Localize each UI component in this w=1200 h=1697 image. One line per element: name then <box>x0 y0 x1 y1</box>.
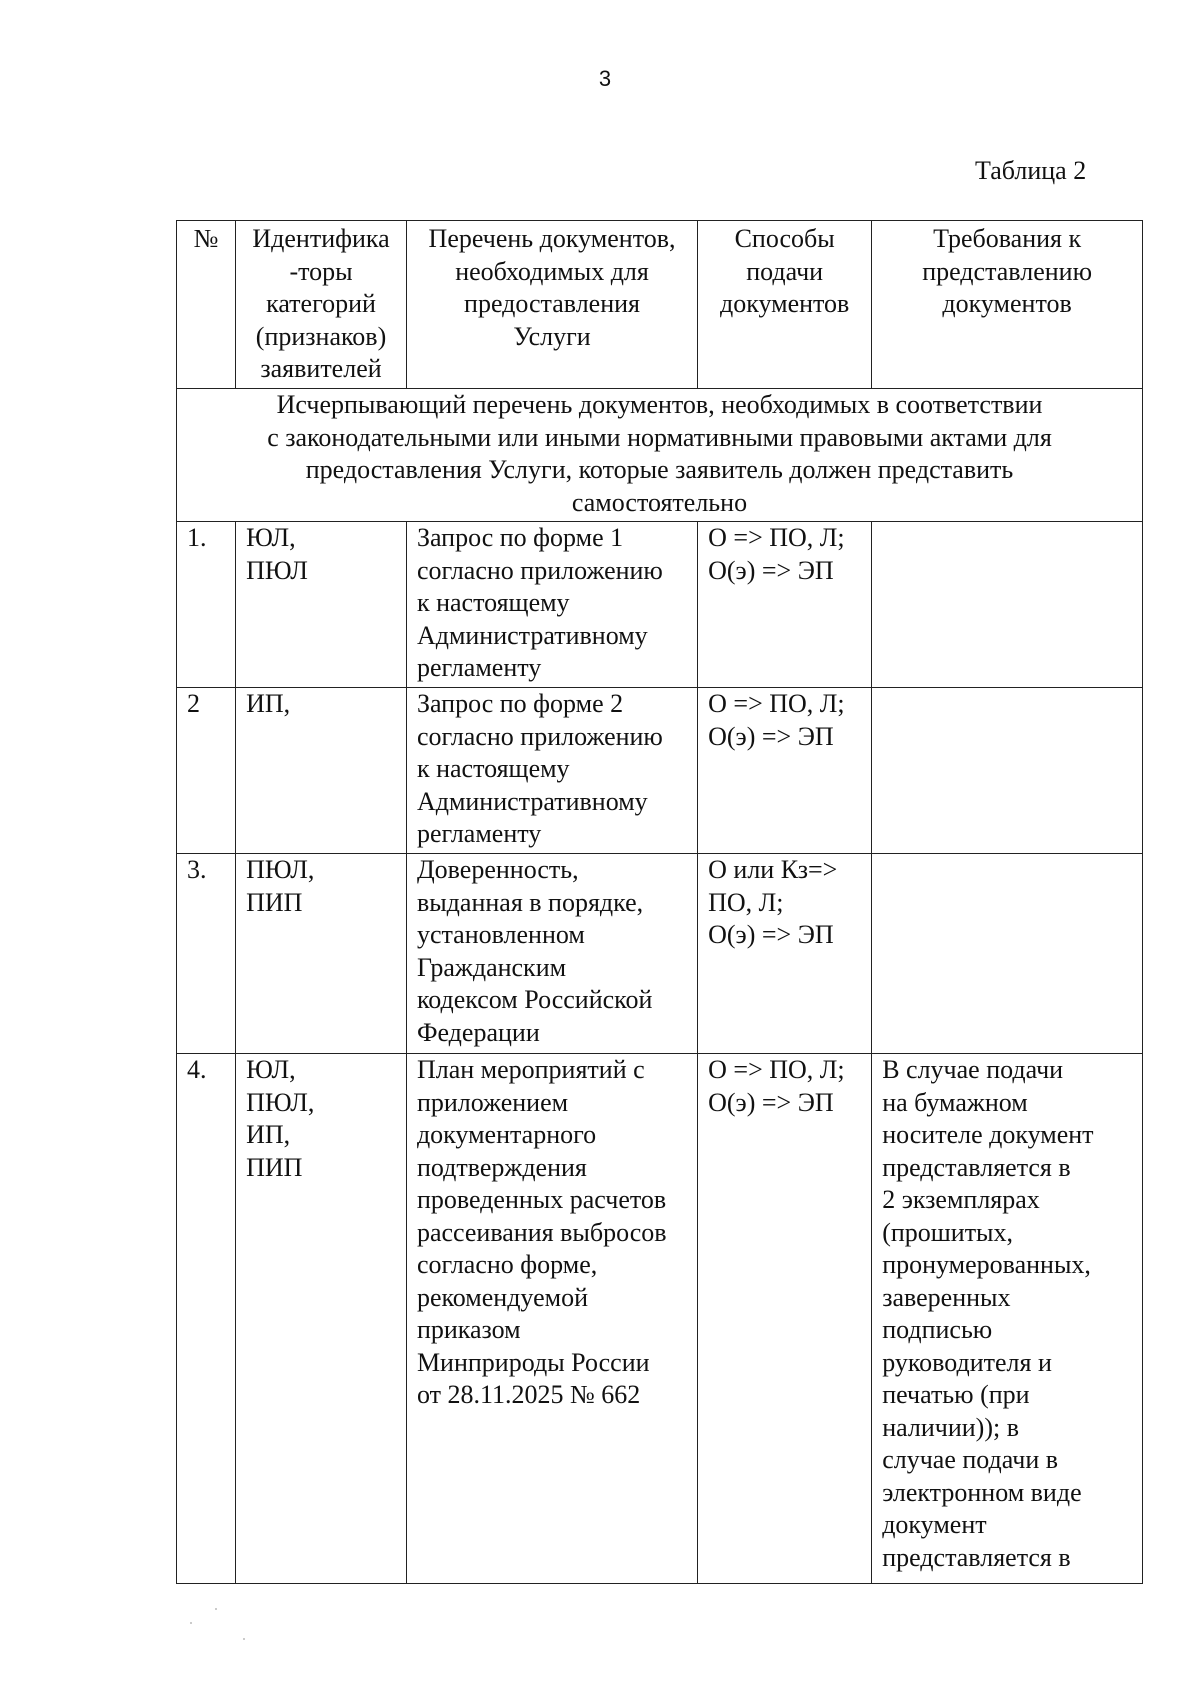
table-row <box>177 1054 1143 1584</box>
row-submission-methods: О или Кз=> ПО, Л; О(э) => ЭП <box>698 854 872 1054</box>
scan-speck <box>215 1608 217 1610</box>
table-row <box>177 522 1143 688</box>
table-caption: Таблица 2 <box>975 156 1087 185</box>
row-document: Запрос по форме 1 согласно приложению к настоящему Административному регламенту <box>406 522 697 688</box>
header-document-list: Перечень документов, необходимых для предоставления Услуги <box>406 221 697 389</box>
row-applicant-identifiers: ПЮЛ, ПИП <box>236 854 407 1054</box>
section-title: Исчерпывающий перечень документов, необходимых в соответствии с законодательными или иными нормативными правовыми актами для предоставления Услуги, которые заявитель должен представить самостоятельно <box>177 389 1143 522</box>
section-row <box>177 389 1143 522</box>
row-applicant-identifiers: ЮЛ, ПЮЛ <box>236 522 407 688</box>
row-requirements <box>872 688 1143 854</box>
row-number: 2 <box>177 688 236 854</box>
row-requirements: В случае подачи на бумажном носителе документ представляется в 2 экземплярах (прошитых, пронумерованных, заверенных подписью руководителя и печатью (при наличии)); в случае подачи в электронном виде документ представляется в <box>872 1054 1143 1584</box>
row-applicant-identifiers: ИП, <box>236 688 407 854</box>
header-number: № <box>177 221 236 389</box>
row-number: 1. <box>177 522 236 688</box>
header-submission-methods: Способы подачи документов <box>698 221 872 389</box>
header-document-requirements: Требования к представлению документов <box>872 221 1143 389</box>
scan-speck <box>190 1622 192 1624</box>
row-document: План мероприятий с приложением документарного подтверждения проведенных расчетов рассеивания выбросов согласно форме, рекомендуемой приказом Минприроды России от 28.11.2025 № 662 <box>406 1054 697 1584</box>
documents-table <box>176 220 1143 1584</box>
row-submission-methods: О => ПО, Л; О(э) => ЭП <box>698 1054 872 1584</box>
row-document: Запрос по форме 2 согласно приложению к настоящему Административному регламенту <box>406 688 697 854</box>
table-header-row <box>177 221 1143 389</box>
row-number: 3. <box>177 854 236 1054</box>
header-applicant-identifiers: Идентифика -торы категорий (признаков) заявителей <box>236 221 407 389</box>
scan-speck <box>243 1638 245 1640</box>
row-applicant-identifiers: ЮЛ, ПЮЛ, ИП, ПИП <box>236 1054 407 1584</box>
row-submission-methods: О => ПО, Л; О(э) => ЭП <box>698 688 872 854</box>
row-requirements <box>872 854 1143 1054</box>
table-row <box>177 688 1143 854</box>
row-number: 4. <box>177 1054 236 1584</box>
row-requirements <box>872 522 1143 688</box>
table-row <box>177 854 1143 1054</box>
page-number: 3 <box>598 66 612 91</box>
row-document: Доверенность, выданная в порядке, установленном Гражданским кодексом Российской Федерации <box>406 854 697 1054</box>
row-submission-methods: О => ПО, Л; О(э) => ЭП <box>698 522 872 688</box>
